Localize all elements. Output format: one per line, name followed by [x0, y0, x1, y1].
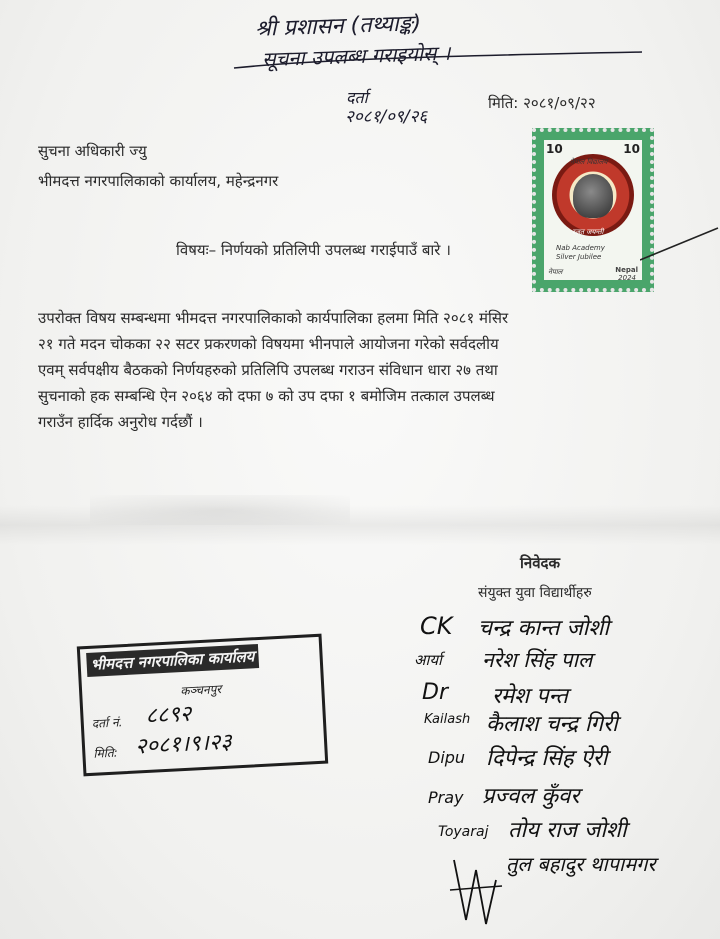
addressee-title: सुचना अधिकारी ज्यु — [38, 142, 147, 160]
handwritten-note-line1: श्री प्रशासन (तथ्याङ्क) — [254, 11, 422, 42]
stamp-value-left: 10 — [546, 142, 563, 156]
signature-mark: Dr — [422, 680, 448, 705]
office-registration-stamp — [77, 634, 328, 777]
stamp-value-right: 10 — [623, 142, 640, 156]
signature-mark: आर्या — [414, 651, 442, 669]
signatory-name: चन्द्र कान्त जोशी — [478, 616, 610, 641]
signatory-name: नरेश सिंह पाल — [482, 648, 593, 672]
handwritten-initials: दर्ता — [346, 88, 368, 107]
signatory-name: कैलाश चन्द्र गिरी — [486, 712, 618, 737]
signature-mark: CK — [420, 612, 453, 640]
signatory-name: तुल बहादुर थापामगर — [506, 852, 656, 876]
body-line: एवम् सर्वपक्षीय बैठकको निर्णयहरुको प्रतिलिपि उपलब्ध गराउन संविधान धारा २७ तथा — [38, 361, 498, 379]
office-stamp-title: भीमदत्त नगरपालिका कार्यालय — [86, 644, 259, 677]
signature-mark: Pray — [428, 788, 464, 807]
stamp-banner: रजत जयन्ती — [572, 228, 604, 236]
postage-stamp — [532, 128, 654, 292]
handwritten-underline — [232, 50, 652, 80]
handwritten-note-line2: सूचना उपलब्ध गराइयोस् । — [261, 40, 451, 72]
signatory-name: प्रज्वल कुँवर — [482, 784, 580, 809]
stamp-year: 2024 — [618, 274, 636, 282]
signatory-name: रमेश पन्त — [492, 684, 568, 709]
applicant-group: संयुक्त युवा विद्यार्थीहरु — [478, 585, 592, 601]
handwritten-date-note: २०८१/०९/२६ — [345, 107, 428, 127]
body-line: सुचनाको हक सम्बन्धि ऐन २०६४ को दफा ७ को उप दफा १ बमोजिम तत्काल उपलब्ध — [38, 387, 495, 405]
cancellation-mark — [640, 220, 720, 280]
stamp-country-en: Nepal — [615, 266, 638, 274]
letter-body — [38, 305, 678, 435]
signatory-name: दिपेन्द्र सिंह ऐरी — [486, 746, 608, 771]
addressee-office: भीमदत्त नगरपालिकाको कार्यालय, महेन्द्रनगर — [38, 172, 279, 190]
stamp-text-2: Silver Jubilee — [556, 253, 602, 261]
signature-mark: Kailash — [424, 712, 471, 727]
stamp-top-text: नेपाल विद्यालय — [570, 158, 608, 166]
stamp-text-1: Nab Academy — [556, 244, 605, 252]
office-stamp-date-label: मिति: — [93, 745, 119, 761]
signature-scribble — [446, 850, 506, 930]
body-line: २१ गते मदन चोकका २२ सटर प्रकरणको विषयमा भीनपाले आयोजना गरेको सर्वदलीय — [38, 335, 499, 353]
signature-mark: Toyaraj — [438, 824, 489, 840]
postage-stamp-face — [544, 140, 642, 280]
body-line: उपरोक्त विषय सम्बन्धमा भीमदत्त नगरपालिकाको कार्यपालिका हलमा मिति २०८१ मंसिर — [38, 309, 509, 327]
applicant-label: निवेदक — [520, 554, 561, 572]
conch-shell-icon — [573, 174, 613, 218]
office-stamp-place: कञ्चनपुर — [179, 682, 222, 699]
body-line: गराउँन हार्दिक अनुरोध गर्दछौं । — [38, 413, 203, 431]
letter-subject: विषयः– निर्णयको प्रतिलिपी उपलब्ध गराईपाउँ बारे । — [176, 241, 451, 259]
letter-date: मिति: २०८१/०९/२२ — [488, 94, 596, 112]
signature-mark: Dipu — [428, 748, 466, 767]
office-stamp-reg-no: ८८९२ — [144, 701, 192, 729]
signatory-name: तोय राज जोशी — [508, 818, 627, 843]
stamp-country-np: नेपाल — [548, 268, 563, 276]
office-stamp-date-value: २०८१।९।२३ — [134, 729, 233, 760]
paper-stain — [90, 495, 350, 525]
office-stamp-reg-label: दर्ता नं. — [91, 715, 123, 731]
